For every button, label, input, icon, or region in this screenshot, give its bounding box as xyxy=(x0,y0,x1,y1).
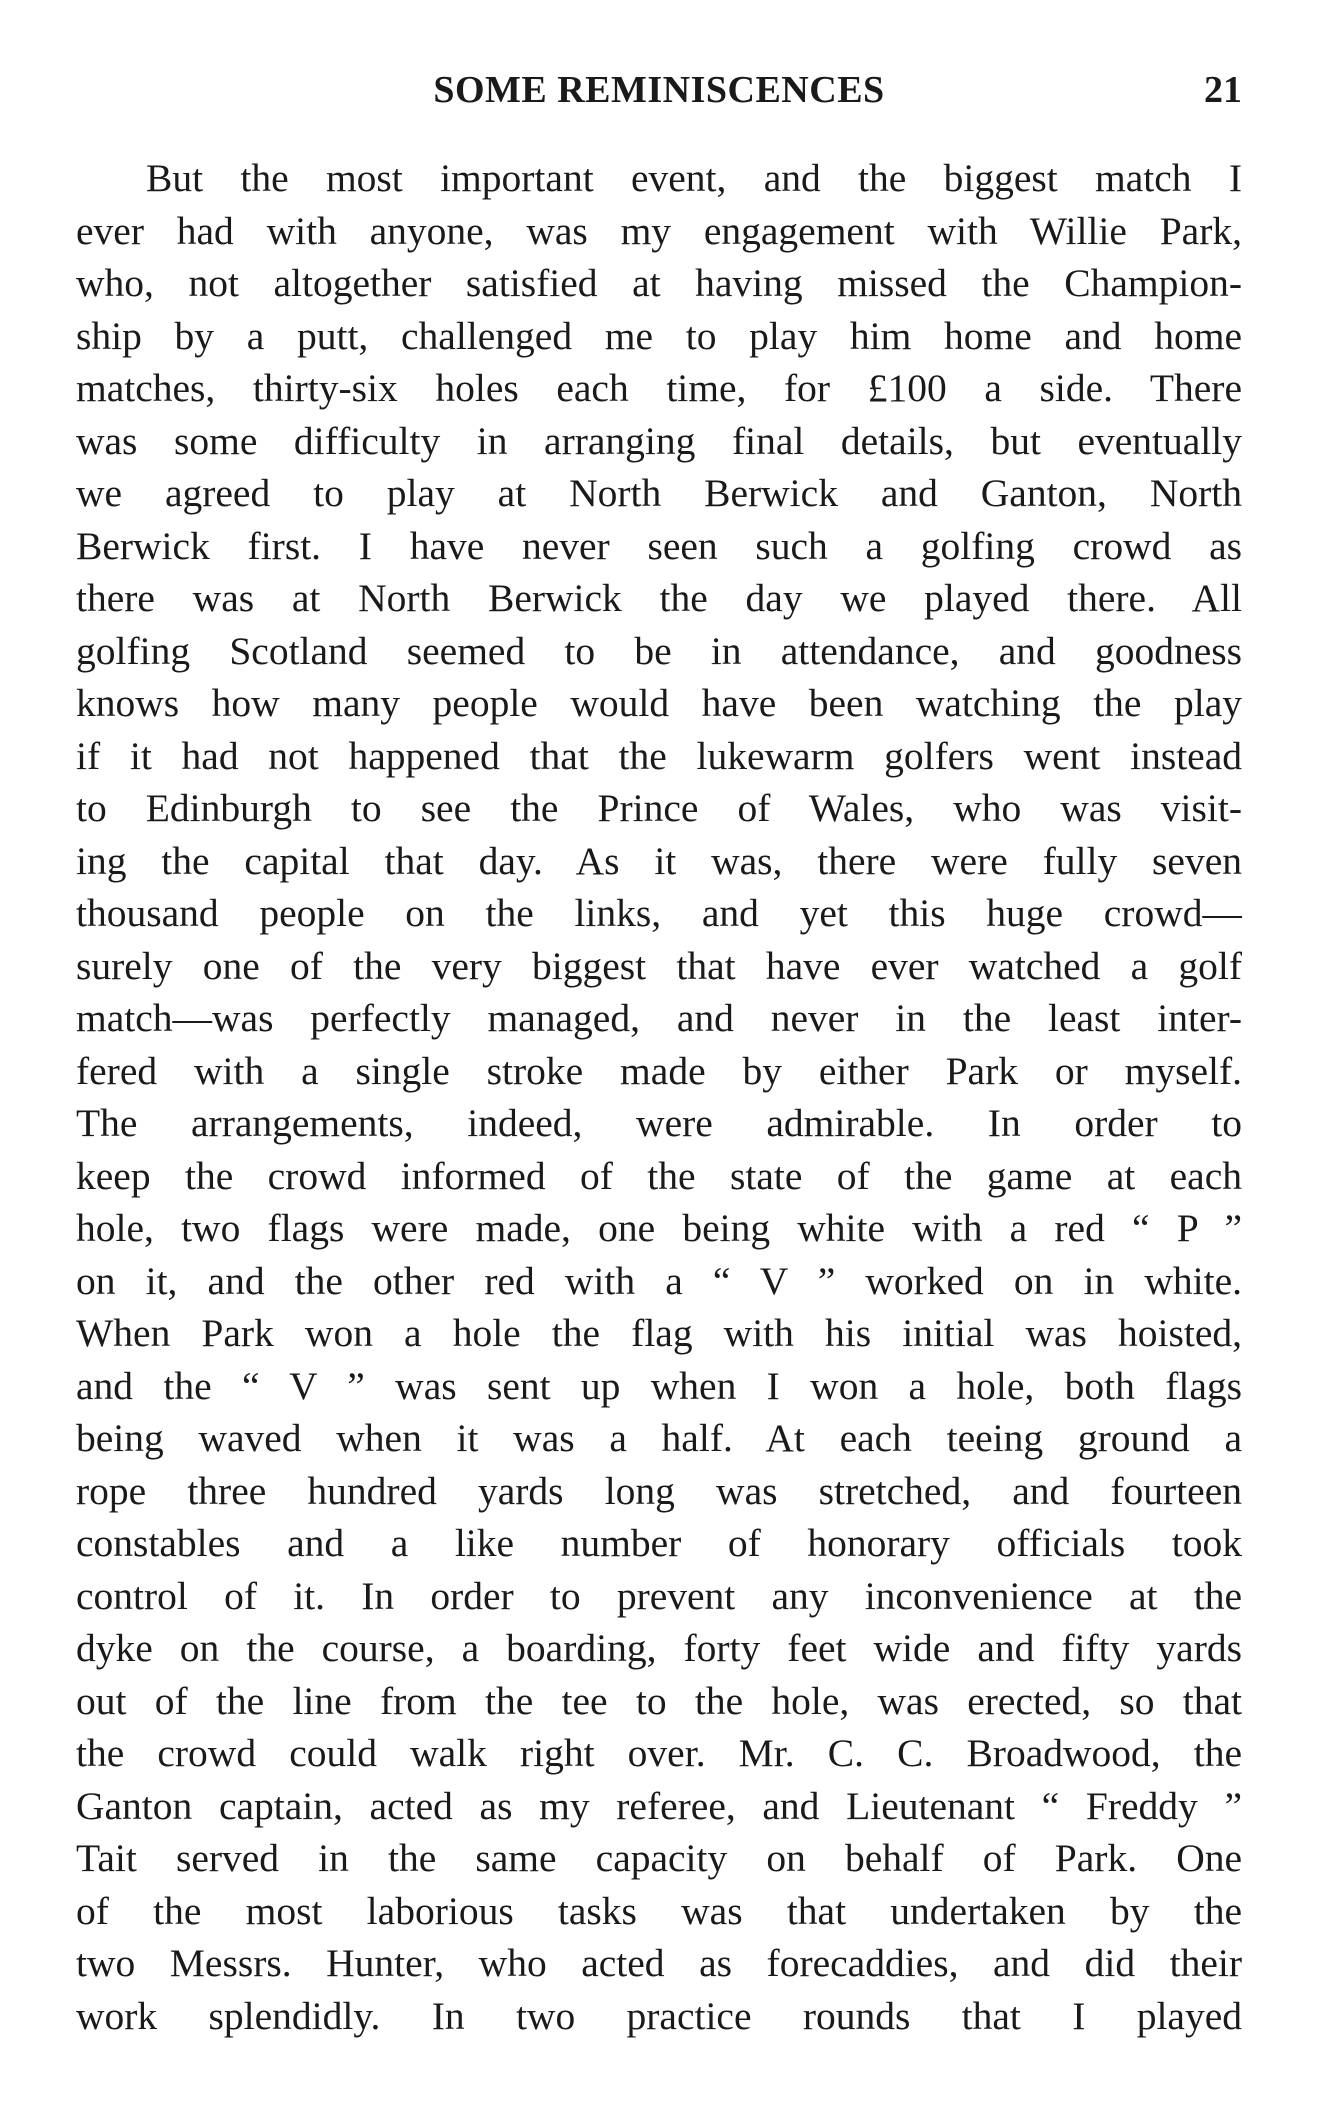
text-line: Ganton captain, acted as my referee, and Lieutenant “ Freddy ” xyxy=(76,1783,1242,1828)
text-line: and the “ V ” was sent up when I won a hole, both flags xyxy=(76,1363,1242,1408)
text-line: there was at North Berwick the day we played there. All xyxy=(76,576,1242,620)
text-line: ever had with anyone, was my engagement with Willie Park, xyxy=(76,208,1242,253)
text-line: to Edinburgh to see the Prince of Wales, who was visit- xyxy=(76,786,1242,830)
text-line: who, not altogether satisfied at having missed the Champion- xyxy=(76,261,1242,305)
text-line: surely one of the very biggest that have ever watched a golf xyxy=(76,943,1242,988)
running-head: SOME REMINISCENCES xyxy=(433,69,885,111)
text-line: if it had not happened that the lukewarm golfers went instead xyxy=(76,733,1242,778)
text-line: control of it. In order to prevent any inconvenience at the xyxy=(76,1573,1242,1618)
text-line: But the most important event, and the biggest match I xyxy=(146,156,1242,200)
text-line: The arrangements, indeed, were admirable. In order to xyxy=(76,1101,1242,1145)
text-line: rope three hundred yards long was stretched, and fourteen xyxy=(76,1468,1242,1513)
text-line: ship by a putt, challenged me to play him home and home xyxy=(76,313,1242,358)
text-line: work splendidly. In two practice rounds that I played xyxy=(76,1993,1242,2038)
text-line: keep the crowd informed of the state of the game at each xyxy=(76,1153,1242,1198)
page-header xyxy=(76,60,1242,116)
body-text xyxy=(76,152,1242,2042)
text-line: knows how many people would have been watching the play xyxy=(76,681,1242,725)
book-page xyxy=(76,60,1242,2042)
text-line: Tait served in the same capacity on behalf of Park. One xyxy=(76,1836,1242,1880)
text-line: being waved when it was a half. At each teeing ground a xyxy=(76,1416,1242,1460)
text-line: Berwick first. I have never seen such a golfing crowd as xyxy=(76,523,1242,568)
text-line: match—was perfectly managed, and never in the least inter- xyxy=(76,996,1242,1040)
text-line: When Park won a hole the flag with his initial was hoisted, xyxy=(76,1311,1242,1355)
page-number: 21 xyxy=(1204,69,1242,111)
text-line: constables and a like number of honorary officials took xyxy=(76,1521,1242,1565)
text-line: out of the line from the tee to the hole, was erected, so that xyxy=(76,1678,1242,1723)
text-line: hole, two flags were made, one being white with a red “ P ” xyxy=(76,1206,1242,1250)
text-line: of the most laborious tasks was that undertaken by the xyxy=(76,1888,1242,1933)
text-line: matches, thirty-six holes each time, for £100 a side. There xyxy=(76,366,1242,410)
text-line: the crowd could walk right over. Mr. C. C. Broadwood, the xyxy=(76,1731,1242,1775)
text-line: thousand people on the links, and yet this huge crowd— xyxy=(76,891,1242,935)
text-line: fered with a single stroke made by either Park or myself. xyxy=(76,1048,1242,1093)
text-line: was some difficulty in arranging final details, but eventually xyxy=(76,418,1242,463)
text-line: dyke on the course, a boarding, forty feet wide and fifty yards xyxy=(76,1626,1242,1670)
text-line: two Messrs. Hunter, who acted as forecaddies, and did their xyxy=(76,1941,1242,1985)
text-line: we agreed to play at North Berwick and Ganton, North xyxy=(76,471,1242,515)
text-line: ing the capital that day. As it was, there were fully seven xyxy=(76,838,1242,883)
text-line: on it, and the other red with a “ V ” worked on in white. xyxy=(76,1258,1242,1303)
text-line: golfing Scotland seemed to be in attendance, and goodness xyxy=(76,628,1242,673)
